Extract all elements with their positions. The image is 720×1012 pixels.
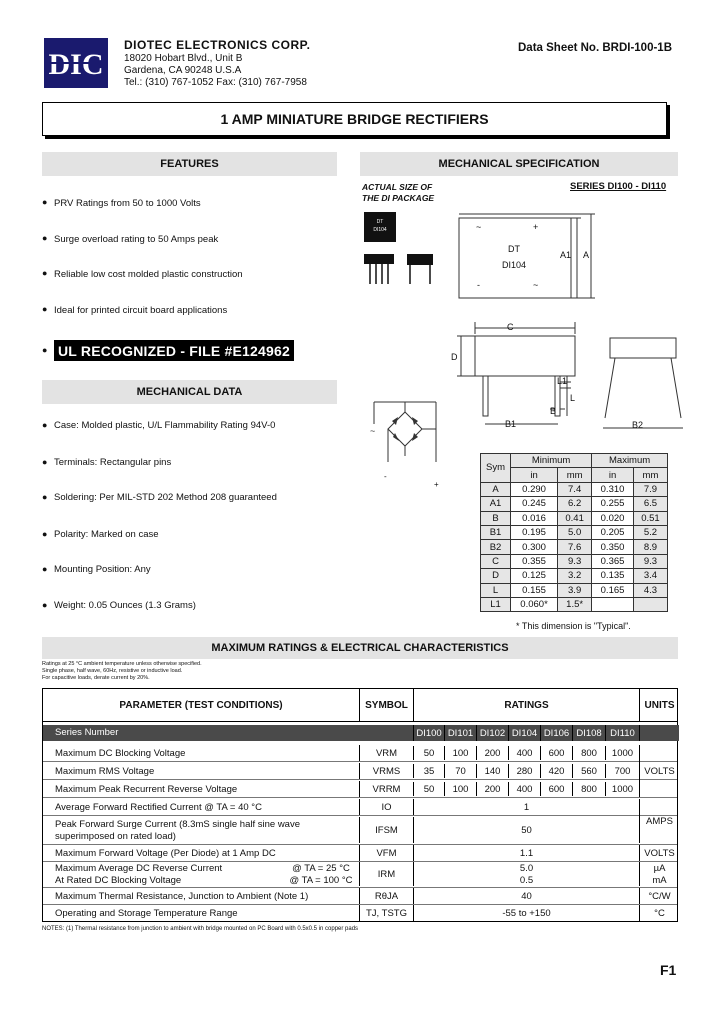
- value-cell: 140: [476, 764, 508, 778]
- value-cell: 400: [508, 746, 540, 760]
- param-cell: Maximum DC Blocking Voltage: [55, 747, 186, 759]
- header-sym: Sym: [481, 454, 511, 483]
- header-mm: mm: [558, 468, 592, 482]
- dim-symbol: D: [481, 569, 511, 583]
- value-cell: 800: [572, 782, 605, 796]
- value-cell: 800: [572, 746, 605, 760]
- value-cell: 0.5: [413, 874, 639, 886]
- series-cell: DI104: [508, 725, 540, 741]
- dim-symbol: L: [481, 583, 511, 597]
- symbol-cell: IRM: [359, 862, 413, 886]
- header-max: Maximum: [592, 454, 668, 468]
- symbol-cell: RθJA: [359, 888, 413, 904]
- dim-value: 0.355: [511, 554, 558, 568]
- dim-row: [481, 583, 668, 597]
- dim-symbol: C: [481, 554, 511, 568]
- series-row-label: Series Number: [43, 725, 359, 741]
- unit-cell: °C: [639, 905, 679, 921]
- dim-value: 7.6: [558, 540, 592, 554]
- dim-value: 0.300: [511, 540, 558, 554]
- footnote: NOTES: (1) Thermal resistance from junction to ambient with bridge mounted on PC Board with 0.5x0.5 in copper pads: [42, 926, 359, 932]
- package-marking: DT DI104: [502, 244, 527, 270]
- param-cell: Peak Forward Surge Current (8.3mS single half sine wave: [55, 818, 301, 830]
- dim-symbol: B1: [481, 525, 511, 539]
- value-cell: 600: [540, 746, 572, 760]
- feature-item: ● Reliable low cost molded plastic construction: [42, 268, 243, 280]
- dim-value: 0.125: [511, 569, 558, 583]
- mech-item: ● Case: Molded plastic, U/L Flammability Rating 94V-0: [42, 420, 276, 431]
- dic-logo-icon: [46, 40, 106, 86]
- series-cell: DI110: [605, 725, 639, 741]
- series-cell: DI106: [540, 725, 572, 741]
- dim-row: [481, 569, 668, 583]
- dim-value: 7.9: [633, 482, 667, 496]
- param-cell: Maximum Thermal Resistance, Junction to Ambient (Note 1): [55, 890, 309, 902]
- dim-value: 7.4: [558, 482, 592, 496]
- dim-value: 3.9: [558, 583, 592, 597]
- condition-cell: @ TA = 100 °C: [289, 874, 353, 886]
- unit-cell: °C/W: [639, 888, 679, 904]
- value-cell: 5.0: [413, 862, 639, 874]
- dim-symbol: B2: [481, 540, 511, 554]
- value-cell: 200: [476, 782, 508, 796]
- dim-value: 0.016: [511, 511, 558, 525]
- dim-value: 8.9: [633, 540, 667, 554]
- ul-recognized-badge: UL RECOGNIZED - FILE #E124962: [54, 340, 294, 361]
- dim-value: 5.2: [633, 525, 667, 539]
- dim-value: [592, 597, 634, 611]
- address-line: Gardena, CA 90248 U.S.A: [124, 65, 242, 76]
- dim-value: 4.3: [633, 583, 667, 597]
- dim-row: [481, 511, 668, 525]
- dim-value: 3.2: [558, 569, 592, 583]
- condition-cell: @ TA = 25 °C: [292, 862, 350, 874]
- dim-value: 5.0: [558, 525, 592, 539]
- dim-value: 0.165: [592, 583, 634, 597]
- mech-item: ● Mounting Position: Any: [42, 564, 151, 575]
- dim-value: 0.060*: [511, 597, 558, 611]
- dim-value: 6.2: [558, 497, 592, 511]
- dim-value: 0.255: [592, 497, 634, 511]
- ratings-table: [42, 688, 678, 922]
- value-cell: 560: [572, 764, 605, 778]
- header-mm: mm: [633, 468, 667, 482]
- ratings-heading: MAXIMUM RATINGS & ELECTRICAL CHARACTERISTICS: [42, 637, 678, 659]
- pin-ac-label: ~: [476, 222, 482, 232]
- mech-item: ● Soldering: Per MIL-STD 202 Method 208 guaranteed: [42, 492, 277, 503]
- value-cell: 50: [413, 782, 444, 796]
- features-heading: FEATURES: [42, 152, 337, 176]
- dim-label: L: [570, 393, 576, 403]
- actual-size-package: DT DI104: [364, 212, 396, 242]
- address-line: Tel.: (310) 767-1052 Fax: (310) 767-7958: [124, 77, 307, 88]
- dim-value: 0.205: [592, 525, 634, 539]
- ratings-notes: Ratings at 25 °C ambient temperature unless otherwise specified. Single phase, half wave, 60Hz, resistive or inductive load. For capacitive loads, derate current by 20%.: [42, 661, 202, 681]
- header-in: in: [511, 468, 558, 482]
- mech-item: ● Weight: 0.05 Ounces (1.3 Grams): [42, 600, 196, 611]
- value-cell: 35: [413, 764, 444, 778]
- value-cell: 40: [413, 888, 639, 904]
- dim-row: [481, 597, 668, 611]
- mech-spec-heading: MECHANICAL SPECIFICATION: [360, 152, 678, 176]
- param-cell: Maximum Peak Recurrent Reverse Voltage: [55, 783, 238, 795]
- value-cell: 1000: [605, 782, 639, 796]
- dim-label: A1: [560, 250, 572, 260]
- company-name: DIOTEC ELECTRONICS CORP.: [124, 38, 311, 52]
- param-cell: At Rated DC Blocking Voltage: [55, 874, 182, 886]
- symbol-cell: VRMS: [359, 763, 413, 779]
- dim-value: 0.245: [511, 497, 558, 511]
- param-cell: Average Forward Rectified Current @ TA = 40 °C: [55, 801, 262, 813]
- dim-label: D: [451, 352, 458, 362]
- logo-text: DIC: [48, 48, 104, 81]
- dim-value: 0.195: [511, 525, 558, 539]
- series-cell: DI100: [413, 725, 444, 741]
- dim-value: 0.41: [558, 511, 592, 525]
- dim-symbol: L1: [481, 597, 511, 611]
- param-cell: Operating and Storage Temperature Range: [55, 907, 238, 919]
- package-side-icon: [362, 250, 442, 288]
- symbol-cell: IO: [359, 799, 413, 815]
- value-cell: 70: [444, 764, 476, 778]
- value-cell: 100: [444, 746, 476, 760]
- address-line: 18020 Hobart Blvd., Unit B: [124, 53, 243, 64]
- unit-cell: VOLTS: [639, 745, 679, 797]
- unit-cell: AMPS: [639, 799, 679, 843]
- dimensions-table: [480, 453, 668, 612]
- dim-value: 0.020: [592, 511, 634, 525]
- series-cell: DI108: [572, 725, 605, 741]
- dim-row: [481, 497, 668, 511]
- dim-value: 0.350: [592, 540, 634, 554]
- symbol-cell: IFSM: [359, 817, 413, 843]
- feature-item: ● Surge overload rating to 50 Amps peak: [42, 233, 219, 245]
- unit-cell: VOLTS: [639, 845, 679, 861]
- series-label: SERIES DI100 - DI110: [570, 181, 667, 192]
- dims-note: * This dimension is "Typical".: [516, 621, 631, 631]
- value-cell: 280: [508, 764, 540, 778]
- value-cell: 1.1: [413, 845, 639, 861]
- dim-row: [481, 482, 668, 496]
- col-symbol: SYMBOL: [359, 689, 413, 721]
- page-title: 1 AMP MINIATURE BRIDGE RECTIFIERS: [42, 102, 667, 136]
- datasheet-number: Data Sheet No. BRDI-100-1B: [518, 42, 673, 54]
- value-cell: 1000: [605, 746, 639, 760]
- symbol-cell: TJ, TSTG: [359, 905, 413, 921]
- dim-symbol: A1: [481, 497, 511, 511]
- pin-plus-label: +: [533, 222, 539, 232]
- dim-value: 0.155: [511, 583, 558, 597]
- dim-value: 6.5: [633, 497, 667, 511]
- dim-row: [481, 540, 668, 554]
- param-cell: superimposed on rated load): [55, 830, 176, 842]
- pin-ac-label: ~: [533, 280, 539, 290]
- dim-value: 3.4: [633, 569, 667, 583]
- dim-value: 0.365: [592, 554, 634, 568]
- col-param: PARAMETER (TEST CONDITIONS): [119, 699, 283, 711]
- feature-item: ● PRV Ratings from 50 to 1000 Volts: [42, 197, 201, 209]
- value-cell: 700: [605, 764, 639, 778]
- header-in: in: [592, 468, 634, 482]
- param-cell: Maximum Average DC Reverse Current: [55, 862, 223, 874]
- dim-value: 1.5*: [558, 597, 592, 611]
- param-cell: Maximum Forward Voltage (Per Diode) at 1 Amp DC: [55, 847, 276, 859]
- value-cell: 1: [413, 799, 639, 815]
- dim-row: [481, 554, 668, 568]
- page-number: F1: [660, 962, 677, 978]
- dim-symbol: B: [481, 511, 511, 525]
- value-cell: 600: [540, 782, 572, 796]
- bridge-schematic: [362, 396, 446, 468]
- value-cell: 400: [508, 782, 540, 796]
- schematic-minus: -: [384, 472, 387, 481]
- dim-value: 0.310: [592, 482, 634, 496]
- dim-row: [481, 525, 668, 539]
- param-cell: Maximum RMS Voltage: [55, 765, 155, 777]
- dim-label: B1: [505, 419, 517, 429]
- dim-label: L1: [557, 376, 568, 386]
- symbol-cell: VRRM: [359, 781, 413, 797]
- dim-value: 9.3: [633, 554, 667, 568]
- series-cell: DI101: [444, 725, 476, 741]
- dim-value: 0.51: [633, 511, 667, 525]
- company-logo: [44, 38, 108, 88]
- symbol-cell: VRM: [359, 745, 413, 761]
- col-units: UNITS: [639, 689, 679, 721]
- dim-label: B2: [632, 420, 644, 430]
- dim-value: 9.3: [558, 554, 592, 568]
- feature-item: ● Ideal for printed circuit board applications: [42, 304, 228, 316]
- value-cell: 420: [540, 764, 572, 778]
- symbol-cell: VFM: [359, 845, 413, 861]
- bullet-icon: ●: [42, 345, 48, 355]
- mech-item: ● Terminals: Rectangular pins: [42, 457, 172, 468]
- series-unit-cell: [639, 725, 679, 741]
- value-cell: 100: [444, 782, 476, 796]
- value-cell: 50: [413, 817, 639, 843]
- dim-label: B: [550, 406, 557, 416]
- value-cell: -55 to +150: [413, 905, 639, 921]
- series-cell: DI102: [476, 725, 508, 741]
- dim-value: 0.135: [592, 569, 634, 583]
- value-cell: 200: [476, 746, 508, 760]
- mech-item: ● Polarity: Marked on case: [42, 529, 159, 540]
- unit-cell: µA: [639, 862, 679, 874]
- dim-symbol: A: [481, 482, 511, 496]
- schematic-plus: +: [434, 480, 439, 489]
- header-min: Minimum: [511, 454, 592, 468]
- svg-text:~: ~: [370, 426, 376, 436]
- actual-size-label: ACTUAL SIZE OF THE DI PACKAGE: [362, 182, 435, 203]
- col-ratings: RATINGS: [413, 689, 639, 721]
- dim-label: A: [583, 250, 590, 260]
- dim-value: [633, 597, 667, 611]
- dim-value: 0.290: [511, 482, 558, 496]
- pin-minus-label: -: [477, 280, 480, 290]
- dim-label: C: [507, 322, 514, 332]
- unit-cell: mA: [639, 874, 679, 886]
- value-cell: 50: [413, 746, 444, 760]
- mech-data-heading: MECHANICAL DATA: [42, 380, 337, 404]
